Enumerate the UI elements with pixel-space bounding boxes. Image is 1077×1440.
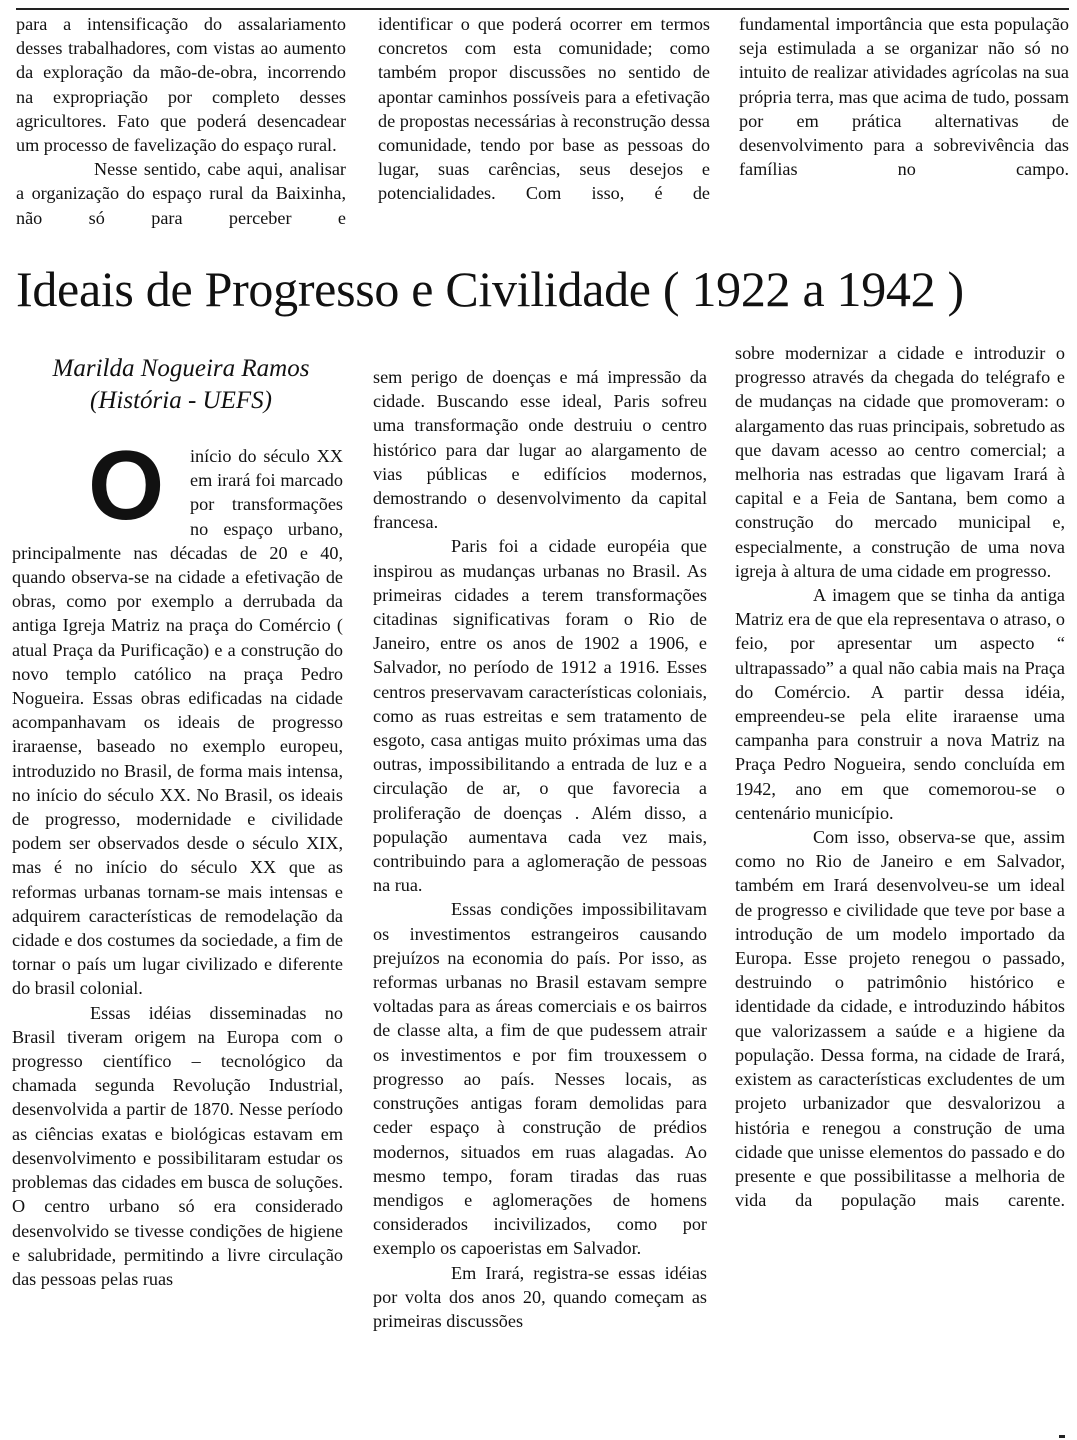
paragraph: Essas idéias disseminadas no Brasil tiveram origem na Europa com o progresso científico – tecnológico da chamada segunda Revolução Industrial, desenvolvida a partir de 1870. Nesse período as ciências exatas e biológicas estavam em desenvolvimento e possibilitaram estudar os problemas das cidades em busca de soluções. O centro urbano só era considerado desenvolvido se tivesse condições de higiene e salubridade, permitindo a livre circulação das pessoas pelas ruas bbox=[12, 1002, 343, 1289]
author-affiliation: (História - UEFS) bbox=[90, 387, 272, 414]
article-title: Ideais de Progresso e Civilidade ( 1922 a 1942 ) bbox=[16, 261, 964, 317]
article-column-3 bbox=[735, 341, 1065, 1212]
prev-article-column-3 bbox=[739, 12, 1069, 181]
paragraph: Paris foi a cidade européia que inspirou as mudanças urbanas no Brasil. As primeiras cidades a terem transformações citadinas significativas foram o Rio de Janeiro, entre os anos de 1902 a 1906, e Salvador, no período de 1912 a 1916. Esses centros preservavam características coloniais, como as ruas estreitas e sem tratamento de esgoto, casa antigas muito próximas uma das outras, impossibilitando a entrada de luz e a circulação de ar, o que favorecia a proliferação de doenças . Além disso, a população aumentava cada vez mais, contribuindo para a aglomeração de pessoas na rua. bbox=[373, 536, 707, 896]
scan-artifact bbox=[1059, 1435, 1065, 1438]
prev-article-column-1 bbox=[16, 12, 346, 230]
article-column-1 bbox=[12, 430, 343, 1291]
author-name: Marilda Nogueira Ramos bbox=[52, 355, 310, 382]
article-column-2 bbox=[373, 365, 707, 1333]
top-rule bbox=[16, 8, 1069, 10]
paragraph: para a intensificação do assalariamento desses trabalhadores, com vistas ao aumento da exploração da mão-de-obra, incorrendo na expropriação por completo desses agricultores. Fato que poderá desencadear um processo de favelização do espaço rural. bbox=[16, 14, 346, 156]
paragraph bbox=[12, 430, 343, 1001]
paragraph-text: início do século XX em irará foi marcado por transformações no espaço urbano, principalmente nas décadas de 20 e 40, quando observa-se na cidade a efetivação de obras, como por exemplo a derrubada da antiga Igreja Matriz na praça do Comércio ( atual Praça da Purificação) e a construção do novo templo católico na praça Pedro Nogueira. Essas obras edificadas na cidade acompanhavam os ideais de progresso iraraense, baseado no exemplo europeu, introduzido no Brasil, de forma mais intensa, no início do século XX. No Brasil, os ideais de progresso, modernidade e civilidade podem ser observados desde o século XIX, mas é no início do século XX que as reformas urbanas tornam-se mais intensas e adquirem características de remodelação da cidade e dos costumes da sociedade, a fim de tornar o país um lugar civilizado e diferente do brasil colonial. bbox=[12, 446, 343, 999]
paragraph: sem perigo de doenças e má impressão da cidade. Buscando esse ideal, Paris sofreu uma transformação onde destruiu o centro histórico para dar lugar ao alargamento de vias públicas e edifícios modernos, demostrando o desenvolvimento da capital francesa. bbox=[373, 367, 707, 533]
paragraph: fundamental importância que esta população seja estimulada a se organizar não só no intuito de realizar atividades agrícolas na sua própria terra, mas que acima de tudo, possam por em prática alternativas de desenvolvimento para a sobrevivência das famílias no campo. bbox=[739, 14, 1069, 180]
paragraph: Em Irará, registra-se essas idéias por volta dos anos 20, quando começam as primeiras discussões bbox=[373, 1262, 707, 1331]
paragraph: A imagem que se tinha da antiga Matriz era de que ela representava o atraso, o feio, por apresentar um aspecto “ ultrapassado” a qual não cabia mais na Praça do Comércio. A partir dessa idéia, empreendeu-se pela elite iraraense uma campanha para construir a nova Matriz na Praça Pedro Nogueira, sendo concluída em 1942, ano em que comemorou-se o centenário município. bbox=[735, 585, 1065, 823]
prev-article-column-2 bbox=[378, 12, 710, 206]
paragraph: Nesse sentido, cabe aqui, analisar a organização do espaço rural da Baixinha, não só para perceber e bbox=[16, 159, 346, 228]
paragraph: identificar o que poderá ocorrer em termos concretos com esta comunidade; como também propor discussões no sentido de apontar caminhos possíveis para a efetivação de propostas necessárias à reconstrução dessa comunidade, tendo por base as pessoas do lugar, suas carências, seus desejos e potencialidades. Com isso, é de bbox=[378, 14, 710, 204]
drop-cap: O bbox=[88, 430, 165, 540]
paragraph: sobre modernizar a cidade e introduzir o progresso através da chegada do telégrafo e de mudanças na cidade que promoveram: o alargamento das ruas principais, sobretudo as que davam acesso ao centro comercial; a melhoria nas estradas que ligavam Irará à capital e a Feia de Santana, bem como a construção do mercado municipal e, especialmente, a construção de uma nova igreja à altura de uma cidade em progresso. bbox=[735, 343, 1065, 581]
paragraph: Com isso, observa-se que, assim como no Rio de Janeiro e em Salvador, também em Irará desenvolveu-se um ideal de progresso e civilidade que teve por base a introdução de um modelo importado da Europa. Esse projeto renegou o passado, destruindo o patrimônio histórico e identidade da cidade, e introduzindo hábitos que valorizassem a saúde e a higiene da população. Dessa forma, na cidade de Irará, existem as características excludentes de um projeto urbanizador que desvalorizou a história e renegou a construção de uma cidade que unisse elementos do passado e do presente e que possibilitasse a melhoria de vida da população mais carente. bbox=[735, 827, 1065, 1211]
byline bbox=[16, 353, 346, 417]
paragraph: Essas condições impossibilitavam os investimentos estrangeiros causando prejuízos na economia do país. Por isso, as reformas urbanas no Brasil estavam sempre voltadas para as áreas comerciais e os bairros de classe alta, a fim de que pudessem atrair os investimentos e por fim trouxessem o progresso ao país. Nesses locais, as construções antigas foram demolidas para ceder espaço à construção de prédios modernos, situados em ruas alagadas. Ao mesmo tempo, foram tiradas das ruas mendigos e aglomerações de homens considerados incivilizados, como por exemplo os capoeristas em Salvador. bbox=[373, 899, 707, 1259]
